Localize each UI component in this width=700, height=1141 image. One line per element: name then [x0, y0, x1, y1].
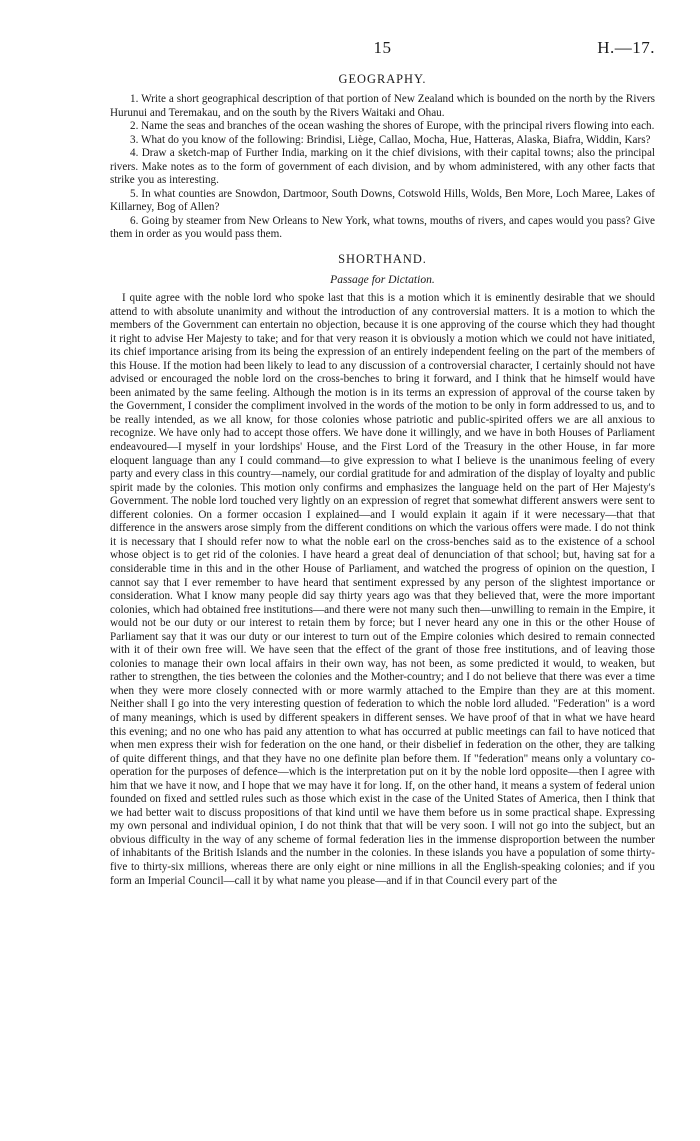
document-page [110, 38, 655, 888]
document-reference: H.—17. [597, 38, 655, 57]
question-4: 4. Draw a sketch-map of Further India, marking on it the chief divisions, with their capital towns; also the principal rivers. Make notes as to the form of government of each division, and by whom administered, with any other facts that strike you as interesting. [110, 147, 655, 187]
shorthand-subtitle: Passage for Dictation. [330, 273, 435, 287]
question-1: 1. Write a short geographical description of that portion of New Zealand which is bounded on the north by the Rivers Hurunui and Teremakau, and on the south by the Rivers Waitaki and Ohau. [110, 93, 655, 119]
geography-questions [110, 93, 655, 242]
question-6: 6. Going by steamer from New Orleans to New York, what towns, mouths of rivers, and capes would you pass? Give them in order as you would pass them. [110, 214, 655, 241]
page-number: 15 [373, 38, 392, 57]
question-2: 2. Name the seas and branches of the ocean washing the shores of Europe, with the principal rivers flowing into each. [130, 120, 655, 133]
page-header [110, 38, 655, 66]
shorthand-heading: SHORTHAND. [338, 252, 427, 267]
question-3: 3. What do you know of the following: Brindisi, Liège, Callao, Mocha, Hue, Hatteras, Alaska, Biafra, Widdin, Kars? [130, 133, 651, 146]
question-5: 5. In what counties are Snowdon, Dartmoor, South Downs, Cotswold Hills, Wolds, Ben More, Loch Maree, Lakes of Killarney, Bog of Allen? [110, 187, 655, 214]
dictation-passage: I quite agree with the noble lord who spoke last that this is a motion which it is eminently desirable that we should attend to with absolute unanimity and without the introduction of any controversial matters. It is a motion to which the members of the Government can entertain no objection, because it is one approving of the course which they had thought it right to advise Her Majesty to take; and for that very reason it is obviously a motion which we could not have initiated, its chief importance arising from its being the expression of an entirely independent feeling on the part of the members of this House. If the motion had been likely to lead to any discussion of a controversial character, I certainly should not have advised or encouraged the noble lord on the cross-benches to bring it forward, and I think that he himself would have been animated by the same feeling. Although the motion is in its terms an expression of approval of the course taken by the Government, I consider the compliment involved in the words of the motion to be only in form addressed to us, and to be really intended, as we all know, for those colonies whose patriotic and public-spirited offers we are all anxious to recognize. We have only had to accept those offers. We have done it willingly, and we have in both Houses of Parliament endeavoured—I myself in your lordships' House, and the First Lord of the Treasury in the other House, in far more eloquent language than any I could command—to give expression to what I believe is the unanimous feeling of every party and every class in this country—namely, our cordial gratitude for and admiration of the display of loyalty and public spirit made by the colonies. This motion only confirms and emphasizes the language held on the part of Her Majesty's Government. The noble lord touched very lightly on an expression of regret that somewhat different answers were sent to different colonies. On a former occasion I explained—and I would explain it again if it were necessary—that that difference in the answers arose simply from the different conditions on which the various offers were made. I do not think it is necessary that I should refer now to what the noble earl on the cross-benches said as to the existence of a school whose object is to get rid of the colonies. I have heard a great deal of denunciation of that school; but, having sat for a considerable time in this and in the other House of Parliament, and watched the progress of opinion on the question, I cannot say that I ever remember to have heard that sentiment expressed by any person of the slightest importance or consideration. What I know many people did say thirty years ago was that they believed that, were the more important colonies, which had obtained free institutions—and there were not many such then—unwilling to remain in the Empire, it would not be our duty or our interest to retain them by force; but I never heard any one in this or the other House of Parliament say that it was our duty or our interest to turn out of the Empire colonies which desired to remain connected with it of their own free will. We have seen that the effect of the grant of those free institutions, and of leaving those colonies to manage their own local affairs in their own way, has not been, as some predicted it would, to weaken, but rather to strengthen, the ties between the colonies and the Mother-country; and I do not believe that there was ever a time when they were more closely connected with or more warmly attached to the Empire than they are at this moment. Neither shall I go into the very interesting question of federation to which the noble lord alluded. "Federation" is a word of many meanings, which is used by different speakers in different senses. We have proof of that in what we have heard this evening; and no one who has paid any attention to what has occurred at public meetings can fail to have noticed that when men express their wish for federation on the one hand, or their disbelief in federation on the other, they are talking of quite different things, and that they have no one definite plan before them. If "federation" means only a voluntary co-operation for the purposes of defence—which is the interpretation put on it by the noble lord opposite—then I agree with him that we have it now, and I hope that we may have it for long. If, on the other hand, it means a system of federal union founded on fixed and settled rules such as those which exist in the case of the United States of America, then I think that we had better wait to discuss propositions of that kind until we have them before us in some practical shape. Expressing my own personal and individual opinion, I do not think that that will be very soon. I will not go into the subject, but an obvious difficulty in the way of any scheme of formal federation lies in the immense disproportion between the number of inhabitants of the British Islands and the number in the colonies. In these islands you have a population of some thirty-five to thirty-six millions, whereas there are only eight or nine millions in all the English-speaking colonies; and if you form an Imperial Council—call it by what name you please—and if in that Council every part of the [110, 292, 656, 887]
geography-heading: GEOGRAPHY. [338, 72, 427, 86]
